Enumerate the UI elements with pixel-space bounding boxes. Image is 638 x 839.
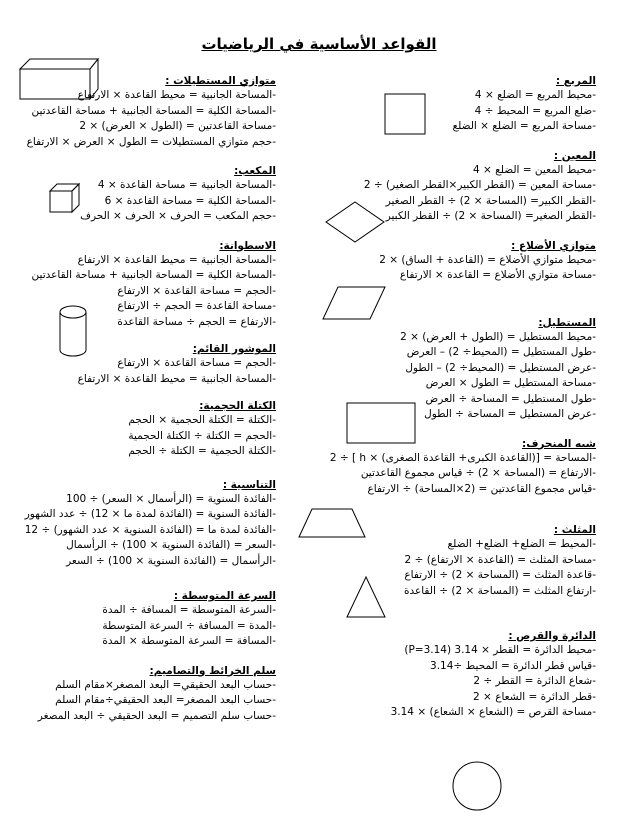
left-section — [6, 239, 276, 331]
left-section — [6, 342, 276, 387]
formula-line: -السعر = (الفائدة السنوية × 100) ÷ الرأسمال — [66, 539, 276, 551]
formula-line: -مساحة القاعدتين = (الطول × العرض) × 2 — [79, 120, 276, 132]
formula-line: -القطر الكبير= (المساحة × 2) ÷ القطر الصغير — [385, 194, 596, 207]
formula-line: -الحجم = مساحة القاعدة × الارتفاع — [117, 357, 276, 369]
formula-line: -مساحة المثلث = (القاعدة × الارتفاع) ÷ 2 — [404, 553, 596, 566]
cube-figure — [48, 182, 82, 214]
formula-line: -حساب البعد الحقيقي= البعد المصغر×مقام السلم — [55, 678, 276, 691]
formula-line: -الحجم = مساحة القاعدة × الارتفاع — [117, 284, 276, 297]
section-heading: التناسبية : — [222, 478, 276, 491]
formula-line: -الفائدة السنوية = (الرأسمال × السعر) ÷ 100 — [66, 492, 276, 505]
formula-line: -المدة = المسافة ÷ السرعة المتوسطة — [102, 619, 276, 632]
formula-line: -مساحة متوازي الأضلاع = القاعدة × الارتفاع — [399, 269, 596, 281]
section-heading: المربع : — [555, 75, 596, 87]
formula-line: -الكتلة = الكتلة الحجمية × الحجم — [128, 414, 276, 426]
formula-line: -الكتلة الحجمية = الكتلة ÷ الحجم — [128, 445, 276, 457]
formula-line: -ضلع المربع = المحيط ÷ 4 — [474, 104, 596, 117]
rhombus-figure — [325, 201, 385, 243]
left-section — [6, 478, 276, 570]
rectangle-figure — [346, 402, 416, 444]
formula-line: -قياس مجموع القاعدتين = (2×المساحة) ÷ الارتفاع — [367, 482, 596, 495]
section-heading: متوازي الأضلاع : — [511, 239, 596, 252]
formula-line: -الفائدة السنوية = (الفائدة لمدة ما × 12) ÷ عدد الشهور — [24, 508, 276, 520]
formula-line: -حجم متوازي المستطيلات = الطول × العرض × الارتفاع — [26, 135, 276, 148]
formula-line: -المحيط = الضلع+ الضلع+ الضلع — [447, 538, 596, 550]
section-heading: متوازي المستطيلات : — [165, 75, 276, 87]
formula-line: -السرعة المتوسطة = المسافة ÷ المدة — [102, 604, 276, 616]
formula-line: -طول المستطيل = (المحيط÷ 2) – العرض — [406, 346, 596, 358]
formula-line: -حساب البعد المصغر= البعد الحقيقي÷مقام السلم — [55, 694, 276, 706]
formula-line: -المساحة الجانبية = محيط القاعدة × الارتفاع — [77, 253, 276, 266]
right-section — [296, 239, 596, 284]
section-heading: الاسطوانة: — [219, 239, 276, 252]
formula-line: -المساحة = [(القاعدة الكبرى+ القاعدة الصغرى) × h ] ÷ 2 — [329, 451, 596, 464]
cylinder-figure — [58, 304, 88, 358]
section-heading: الكتلة الحجمية: — [199, 400, 276, 412]
left-section — [6, 164, 276, 225]
triangle-figure — [346, 576, 386, 618]
left-section — [6, 399, 276, 460]
left-section — [6, 664, 276, 725]
section-heading: المكعب: — [234, 165, 276, 177]
right-section — [296, 316, 596, 423]
square-figure — [384, 93, 426, 135]
formula-line: -الفائدة لمدة ما = (الفائدة السنوية × عدد الشهور) ÷ 12 — [24, 523, 276, 536]
formula-line: -القطر الصغير= (المساحة × 2) ÷ القطر الكبير — [385, 210, 596, 222]
formula-line: -محيط المستطيل = (الطول + العرض) × 2 — [400, 330, 596, 343]
formula-line: -المساحة الكلية = المساحة الجانبية + مساحة القاعدتين — [31, 269, 276, 281]
formula-line: -ارتفاع المثلث = (المساحة × 2) ÷ القاعدة — [403, 584, 596, 597]
formula-line: -مساحة المستطيل = الطول × العرض — [425, 377, 596, 389]
formula-line: -مساحة المعين = (القطر الكبير×القطر الصغير) ÷ 2 — [363, 179, 596, 191]
formula-line: -محيط متوازي الأضلاع = (القاعدة + الساق) × 2 — [379, 253, 596, 266]
formula-line: -الارتفاع = الحجم ÷ مساحة القاعدة — [117, 315, 276, 328]
section-heading: المعين : — [553, 149, 596, 162]
right-column — [296, 74, 596, 721]
formula-line: -قياس قطر الدائرة = المحيط ÷3.14 — [430, 659, 596, 672]
section-heading: السرعة المتوسطة : — [173, 590, 276, 602]
formula-line: -محيط المعين = الضلع × 4 — [473, 163, 596, 176]
formula-line: -المساحة الجانبية = محيط القاعدة × الارتفاع — [77, 89, 276, 101]
right-section — [296, 437, 596, 498]
formula-line: -قاعدة المثلث = (المساحة × 2) ÷ الارتفاع — [404, 569, 596, 581]
section-heading: شبه المنحرف: — [522, 437, 596, 450]
formula-line: -مساحة المربع = الضلع × الضلع — [452, 120, 596, 132]
formula-line: -الحجم = الكتلة ÷ الكتلة الحجمية — [128, 429, 276, 442]
formula-line: -حجم المكعب = الحرف × الحرف × الحرف — [80, 210, 276, 222]
formula-line: -حساب سلم التصميم = البعد الحقيقي ÷ البعد المصغر — [37, 709, 276, 722]
formula-line: -محيط المربع = الضلع × 4 — [474, 89, 596, 101]
formula-line: -المساحة الكلية = مساحة القاعدة × 6 — [104, 194, 276, 207]
formula-line: -المساحة الكلية = المساحة الجانبية + مساحة القاعدتين — [31, 104, 276, 117]
section-heading: المستطيل: — [538, 316, 596, 329]
formula-line: -شعاع الدائرة = القطر ÷ 2 — [473, 675, 596, 687]
formula-line: -مساحة القاعدة = الحجم ÷ الارتفاع — [117, 300, 276, 312]
formula-line: -عرض المستطيل = المساحة ÷ الطول — [424, 408, 596, 420]
formula-line: -الرأسمال = (الفائدة السنوية × 100) ÷ السعر — [66, 554, 276, 567]
trapezoid-figure — [298, 508, 366, 538]
page-title: القواعد الأساسية في الرياضيات — [201, 35, 437, 53]
formula-line: -طول المستطيل = المساحة ÷ العرض — [425, 392, 596, 405]
left-section — [6, 589, 276, 650]
formula-line: -الارتفاع = (المساحة × 2) ÷ قياس مجموع القاعدتين — [360, 467, 596, 479]
formula-line: -المساحة الجانبية = محيط القاعدة × الارتفاع — [77, 372, 276, 385]
formula-line: -محيط الدائرة = القطر × 3.14 (P=3.14) — [404, 644, 596, 656]
formula-line: -قطر الدائرة = الشعاع × 2 — [473, 690, 596, 703]
section-heading: سلم الخرائط والتصاميم: — [149, 664, 276, 677]
section-heading: الدائرة والقرص : — [508, 630, 596, 642]
circle-figure — [451, 760, 503, 812]
section-heading: المثلث : — [553, 524, 596, 536]
right-section — [296, 629, 596, 721]
right-section — [296, 74, 596, 135]
cuboid-figure — [18, 57, 100, 101]
formula-line: -المساحة الجانبية = مساحة القاعدة × 4 — [97, 179, 276, 191]
formula-line: -مساحة القرص = (الشعاع × الشعاع) × 3.14 — [390, 706, 596, 718]
formula-line: -عرض المستطيل = (المحيط÷ 2) – الطول — [405, 361, 596, 374]
parallelogram-figure — [322, 286, 386, 320]
left-column — [6, 74, 276, 724]
formula-line: -المسافة = السرعة المتوسطة × المدة — [102, 635, 276, 647]
section-heading: الموشور القائم: — [192, 343, 276, 355]
